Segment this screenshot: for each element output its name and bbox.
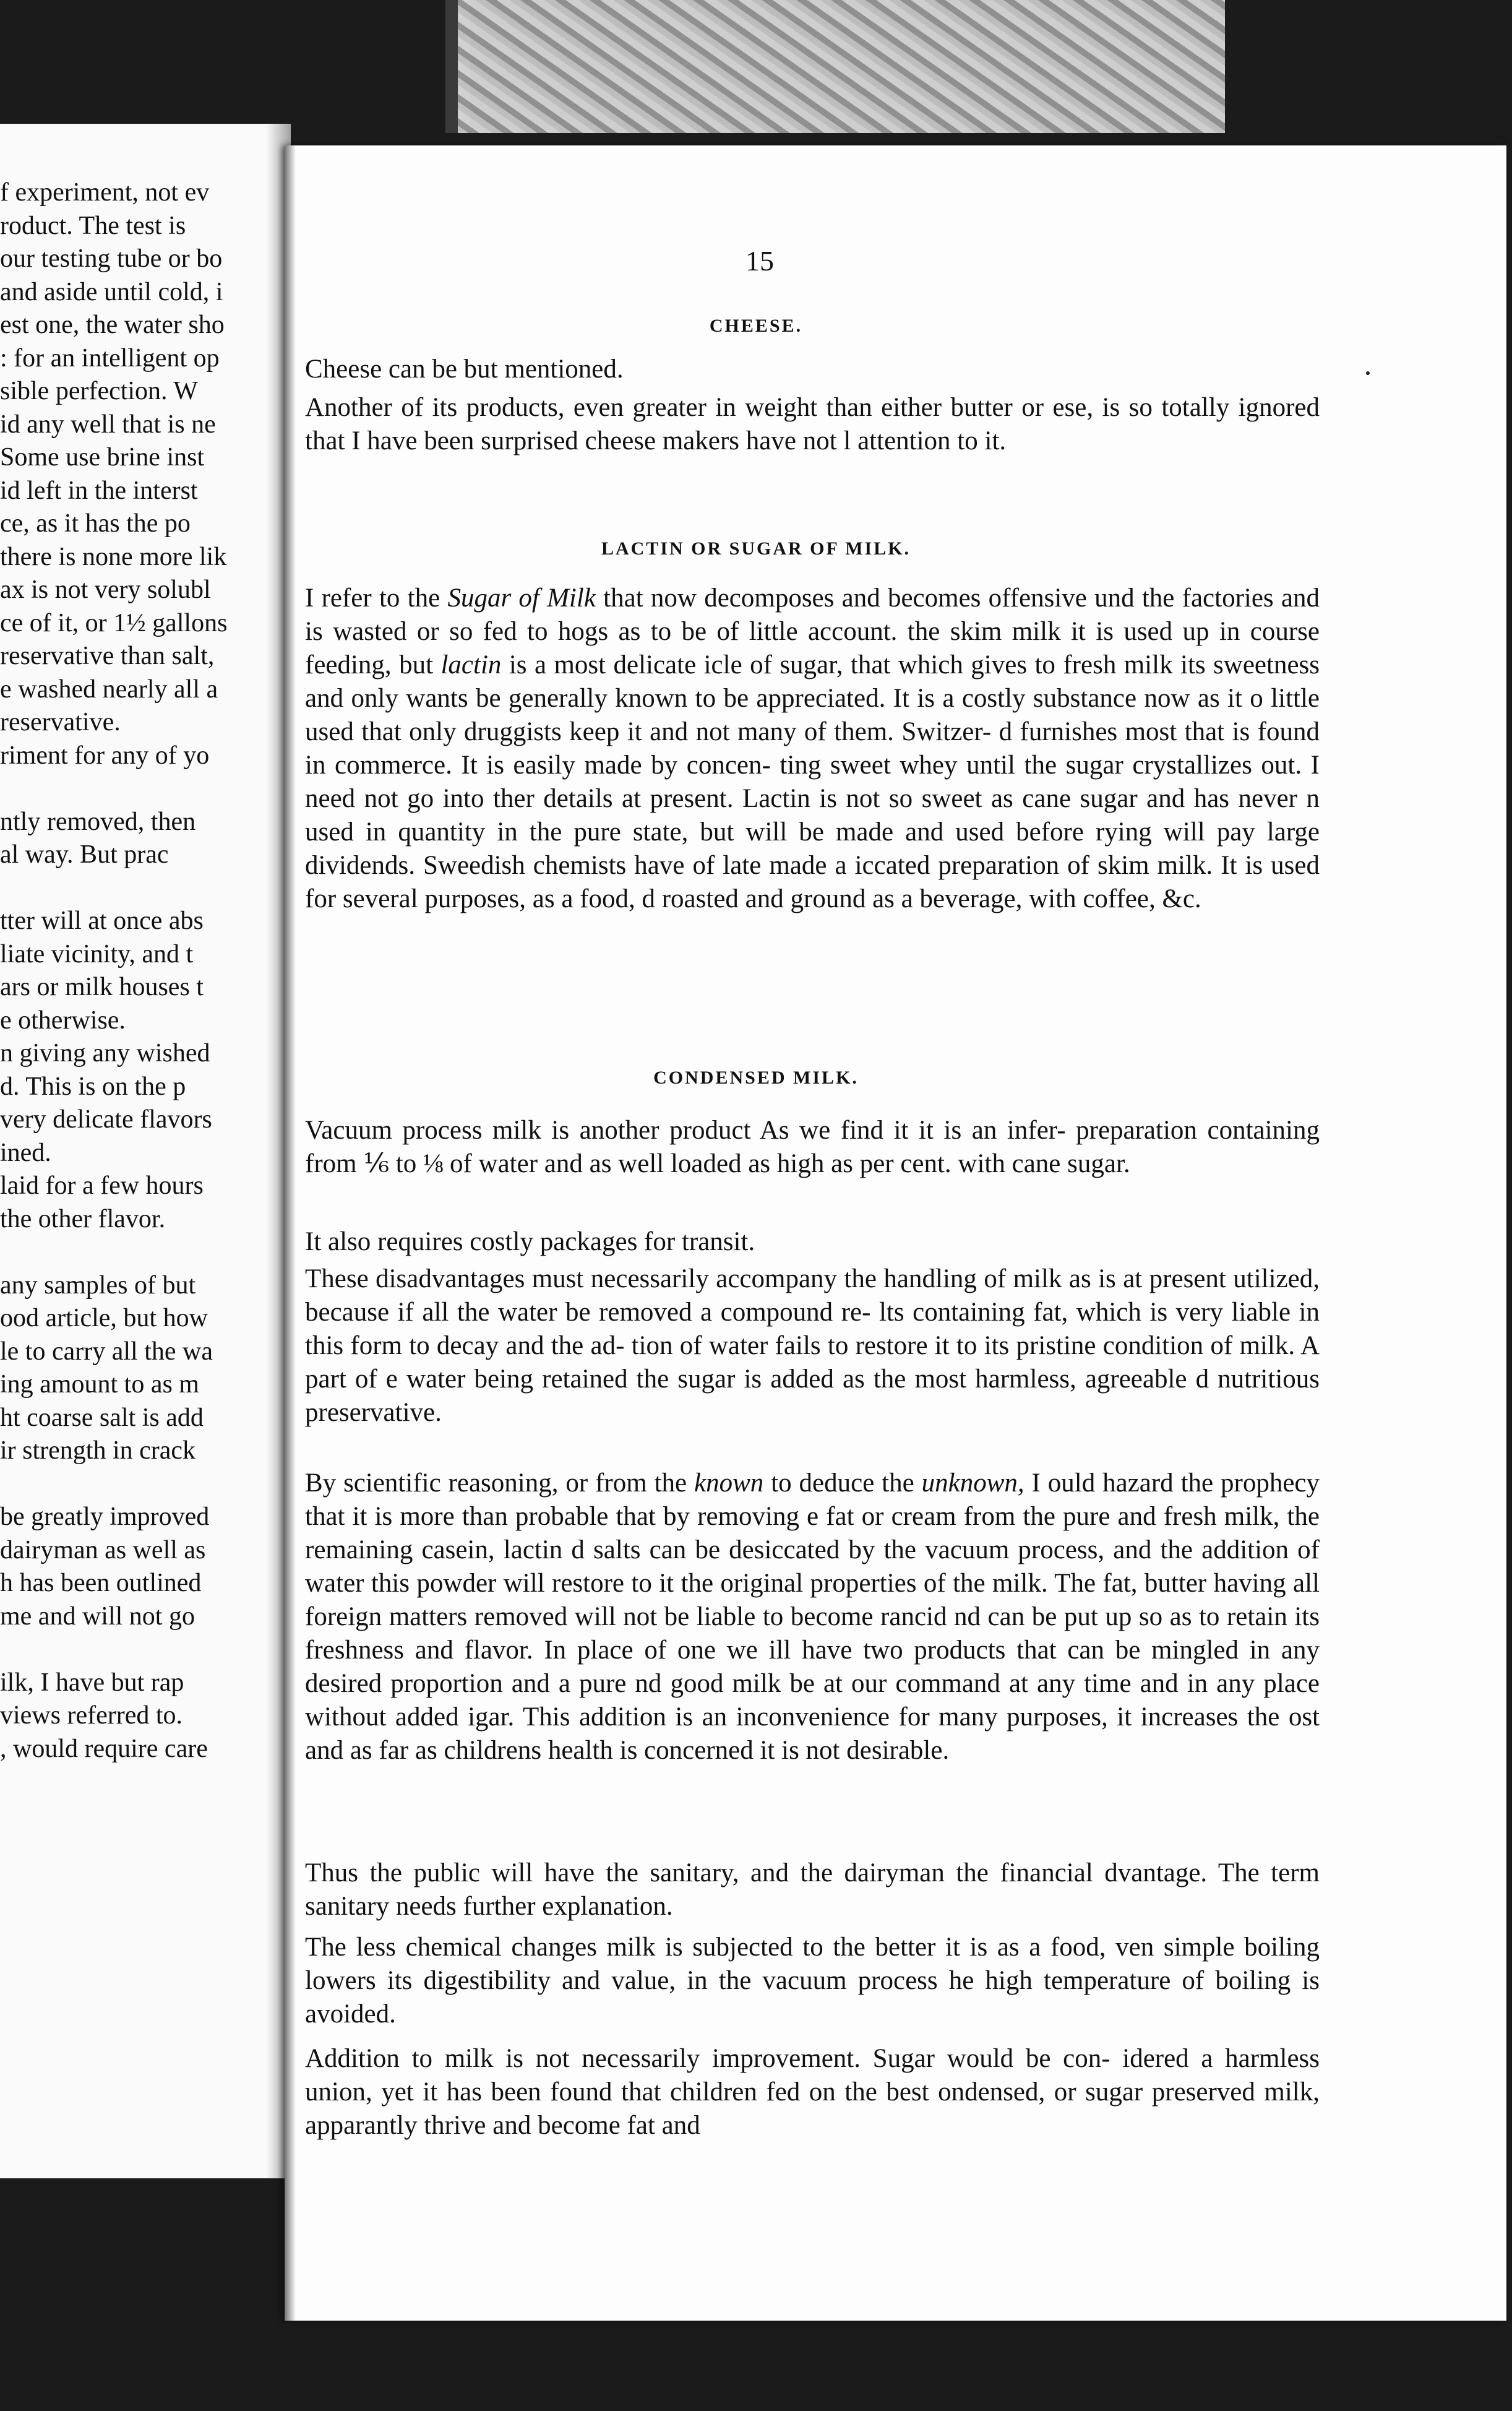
left-fragment-line: me and will not go xyxy=(0,1602,195,1631)
left-fragment-line: ax is not very solubl xyxy=(0,576,211,604)
left-fragment-line: the other flavor. xyxy=(0,1204,166,1233)
left-fragment-line: be greatly improved xyxy=(0,1503,210,1531)
left-fragment-line: any samples of but xyxy=(0,1270,196,1300)
left-fragment-line: roduct. The test is xyxy=(0,211,186,240)
left-fragment-line: h has been outlined xyxy=(0,1569,202,1597)
left-fragment-line: , would require care xyxy=(0,1734,208,1763)
left-fragment-line: ir strength in crack xyxy=(0,1436,196,1465)
left-fragment-line: our testing tube or bo xyxy=(0,244,223,273)
lactin-italic-lactin: lactin xyxy=(440,650,502,679)
left-fragment-line: id any well that is ne xyxy=(0,410,216,439)
left-fragment-line: ilk, I have but rap xyxy=(0,1668,184,1697)
lactin-italic-sugar-of-milk: Sugar of Milk xyxy=(447,584,596,613)
left-fragment-line: e washed nearly all a xyxy=(0,675,218,704)
page-number: 15 xyxy=(745,245,774,277)
left-fragment-line: ined. xyxy=(0,1138,51,1167)
left-fragment-line: ce, as it has the po xyxy=(0,509,191,538)
left-fragment-line: ing amount to as m xyxy=(0,1370,199,1399)
left-fragment-line: f experiment, not ev xyxy=(0,178,210,207)
left-fragment-line: est one, the water sho xyxy=(0,311,225,339)
lactin-paragraph-1 xyxy=(305,582,1320,916)
left-fragment-line: n giving any wished xyxy=(0,1039,210,1067)
condensed-paragraph-1: Vacuum process milk is another product As we find it it is an infer- preparation containing from ⅙ to ⅛ of water and as well loaded as high as per cent. with cane sugar. xyxy=(305,1116,1320,1178)
left-fragment-line: views referred to. xyxy=(0,1701,183,1730)
condensed-italic-unknown: unknown, xyxy=(921,1469,1024,1498)
left-fragment-line: al way. But prac xyxy=(0,840,169,869)
heading-condensed-milk: CONDENSED MILK. xyxy=(653,1067,859,1088)
condensed-italic-known: known xyxy=(694,1469,764,1498)
cheese-paragraph-2: Another of its products, even greater in weight than either butter or ese, is so totally ignored that I have been surprised cheese makers have not l attention to it. xyxy=(305,393,1320,455)
condensed-paragraph-7: Addition to milk is not necessarily improvement. Sugar would be con- idered a harmless union, yet it has been found that children fed on the best ondensed, or sugar preserved milk, apparantly thrive and become fat and xyxy=(305,2044,1320,2140)
left-fragment-line: : for an intelligent op xyxy=(0,343,220,373)
condensed-paragraph-6: The less chemical changes milk is subjected to the better it is as a food, ven simple boiling lowers its digestibility and value, in the vacuum process he high temperature of boiling is avoided. xyxy=(305,1933,1320,2029)
heading-cheese: CHEESE. xyxy=(709,316,803,336)
page-fold-shadow xyxy=(285,145,296,2321)
left-fragment-line: ntly removed, then xyxy=(0,807,196,836)
left-fragment-line: ce of it, or 1½ gallons xyxy=(0,608,228,637)
cheese-paragraph-1: Cheese can be but mentioned. xyxy=(305,355,624,384)
left-fragment-line: le to carry all the wa xyxy=(0,1337,213,1366)
left-fragment-line: tter will at once abs xyxy=(0,907,204,935)
left-fragment-line: laid for a few hours xyxy=(0,1171,204,1200)
left-fragment-line: liate vicinity, and t xyxy=(0,939,194,968)
left-fragment-line: d. This is on the p xyxy=(0,1072,186,1101)
left-fragment-line: dairyman as well as xyxy=(0,1535,206,1564)
condensed-paragraph-4 xyxy=(305,1467,1320,1767)
left-fragment-line: there is none more lik xyxy=(0,542,227,571)
left-fragment-line: reservative than salt, xyxy=(0,642,215,670)
speck-mark xyxy=(1366,371,1370,375)
left-fragment-line: id left in the interst xyxy=(0,476,198,505)
left-fragment-line: ht coarse salt is add xyxy=(0,1403,204,1432)
condensed-paragraph-3: These disadvantages must necessarily accompany the handling of milk as is at present utilized, because if all the water be removed a compound re- lts containing fat, which is very liable in this form to decay and the ad- tion of water fails to restore it to its pristine condition of milk. A part of e water being retained the sugar is added as the most harmless, agreeable d nutritious preservative. xyxy=(305,1264,1320,1427)
left-fragment-line: sible perfection. W xyxy=(0,377,198,405)
marbled-endpaper xyxy=(458,0,1225,133)
heading-lactin: LACTIN OR SUGAR OF MILK. xyxy=(601,538,911,559)
left-fragment-line: reservative. xyxy=(0,708,121,736)
left-fragment-line: and aside until cold, i xyxy=(0,277,223,306)
condensed-text-a: By scientific reasoning, or from the xyxy=(305,1469,695,1498)
left-fragment-line: Some use brine inst xyxy=(0,443,205,472)
left-fragment-line: e otherwise. xyxy=(0,1006,126,1035)
lactin-text-a: I refer to the xyxy=(305,584,448,613)
left-fragment-line: ood article, but how xyxy=(0,1304,208,1332)
left-fragment-line: ars or milk houses t xyxy=(0,973,204,1001)
lactin-text-b: that now decomposes and becomes offensive und the factories and is wasted or so fed to hogs as to be of little account. the skim milk it is used up in course feeding, but xyxy=(305,584,1320,679)
lactin-text-c: is a most delicate icle of sugar, that which gives to fresh milk its sweetness and only wants be generally known to be appreciated. It is a costly substance now as it o little used that only druggists keep it and not many of them. Switzer- d furnishes most that is found in commerce. It is easily made by concen- ting sweet whey until the sugar crystallizes out. I need not go into ther details at present. Lactin is not so sweet as cane sugar and has never n used in quantity in the pure state, but will be made and used before rying will pay large dividends. Sweedish chemists have of late made a iccated preparation of skim milk. It is used for several purposes, as a food, d roasted and ground as a beverage, with coffee, &c. xyxy=(305,650,1320,913)
condensed-text-b: to deduce the xyxy=(763,1469,922,1498)
left-page-fragment xyxy=(0,124,291,2178)
left-fragment-line: riment for any of yo xyxy=(0,741,210,770)
condensed-paragraph-2: It also requires costly packages for transit. xyxy=(305,1227,755,1256)
condensed-text-c: I ould hazard the prophecy that it is more than probable that by removing e fat or cream from the pure and fresh milk, the remaining casein, lactin d salts can be desiccated by the vacuum process, and the addition of water this powder will restore to it the original properties of the milk. The fat, butter having all foreign matters removed will not be liable to become rancid nd can be put up so as to retain its freshness and flavor. In place of one we ill have two products that can be mingled in any desired proportion and a pure nd good milk be at our command at any time and in any place without added igar. This addition is an inconvenience for many purposes, it increases the ost and as far as childrens health is concerned it is not desirable. xyxy=(305,1469,1320,1765)
left-fragment-line: very delicate flavors xyxy=(0,1105,212,1134)
condensed-paragraph-5: Thus the public will have the sanitary, and the dairyman the financial dvantage. The term sanitary needs further explanation. xyxy=(305,1858,1320,1921)
